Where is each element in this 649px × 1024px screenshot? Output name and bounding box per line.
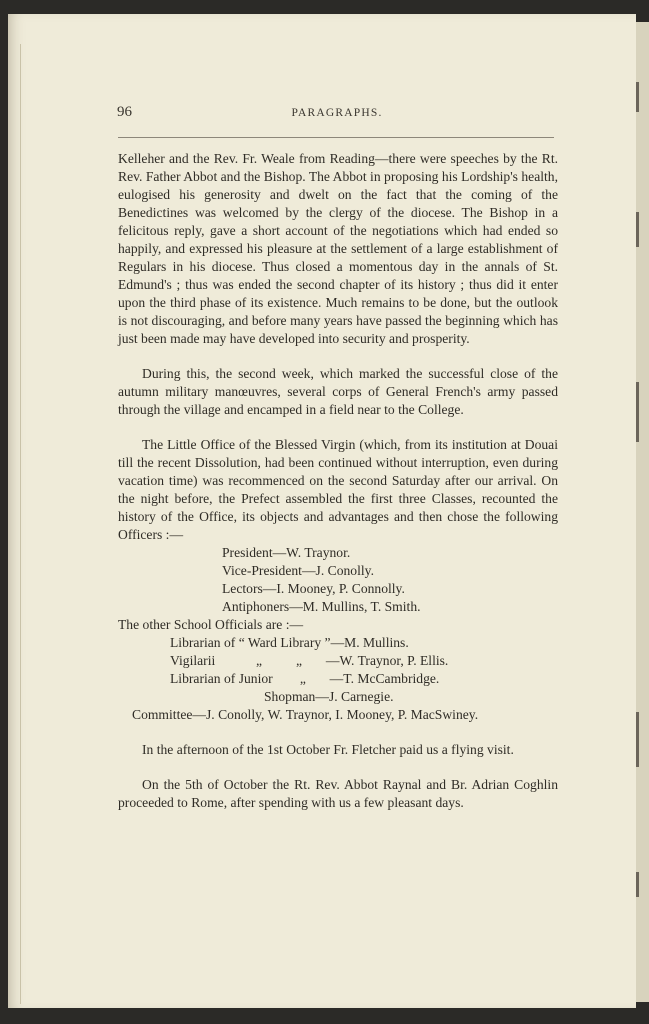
edge-mark (636, 872, 639, 897)
officer-line: Vice-President—J. Conolly. (222, 563, 374, 578)
paragraph: On the 5th of October the Rt. Rev. Abbot Raynal and Br. Adrian Coghlin proceeded to Rome, after spending with us a few pleasant days. (118, 777, 558, 810)
paragraph: The Little Office of the Blessed Virgin (which, from its institution at Douai till the recent Dissolution, had been continued without interruption, even during vacation time) was recommenced on the second Saturday after our arrival. On the night before, the Prefect assembled the first three Classes, recounted the history of the Office, its objects and advantages and then chose the following Officers :— (118, 437, 558, 542)
running-title: PARAGRAPHS. (291, 107, 383, 119)
paragraph: In the afternoon of the 1st October Fr. Fletcher paid us a flying visit. (142, 742, 514, 757)
page-edge-strip (636, 22, 649, 1002)
body-text (118, 150, 558, 812)
paragraph: Kelleher and the Rev. Fr. Weale from Reading—there were speeches by the Rt. Rev. Father Abbot and the Bishop. The Abbot in proposing his Lordship's health, eulogised his generosity and dwelt on the fact that the coming of the Benedictines was welcomed by the clergy of the diocese. The Bishop in a felicitous reply, gave a short account of the negotiations which had ended so happily, and expressed his pleasure at the settlement of a large establishment of Regulars in his diocese. Thus closed a momentous day in the annals of St. Edmund's ; thus was ended the second chapter of its history ; thus did it enter upon the third phase of its existence. Much remains to be done, but the outlook is not discouraging, and before many years have passed the beginning which has just been made may have developed into security and prosperity. (118, 151, 558, 346)
officer-line: Lectors—I. Mooney, P. Connolly. (222, 581, 405, 596)
page-gutter (20, 44, 21, 1004)
official-line: Committee—J. Conolly, W. Traynor, I. Mooney, P. MacSwiney. (132, 707, 479, 722)
official-line: Librarian of Junior „ —T. McCambridge. (170, 671, 440, 686)
edge-mark (636, 382, 639, 442)
officer-line: President—W. Traynor. (222, 545, 351, 560)
page-number: 96 (117, 104, 132, 120)
official-line: Vigilarii „ „ —W. Traynor, P. Ellis. (170, 653, 449, 668)
paragraph: During this, the second week, which marked the successful close of the autumn military manœuvres, several corps of General French's army passed through the village and encamped in a field near to the College. (118, 366, 558, 417)
official-line: Librarian of “ Ward Library ”—M. Mullins. (170, 635, 409, 650)
edge-mark (636, 82, 639, 112)
officer-line: Antiphoners—M. Mullins, T. Smith. (222, 599, 421, 614)
page-header (117, 104, 557, 126)
school-officials-intro: The other School Officials are :— (118, 617, 304, 632)
header-rule (118, 137, 554, 138)
edge-mark (636, 212, 639, 247)
official-line: Shopman—J. Carnegie. (264, 689, 394, 704)
edge-mark (636, 712, 639, 767)
